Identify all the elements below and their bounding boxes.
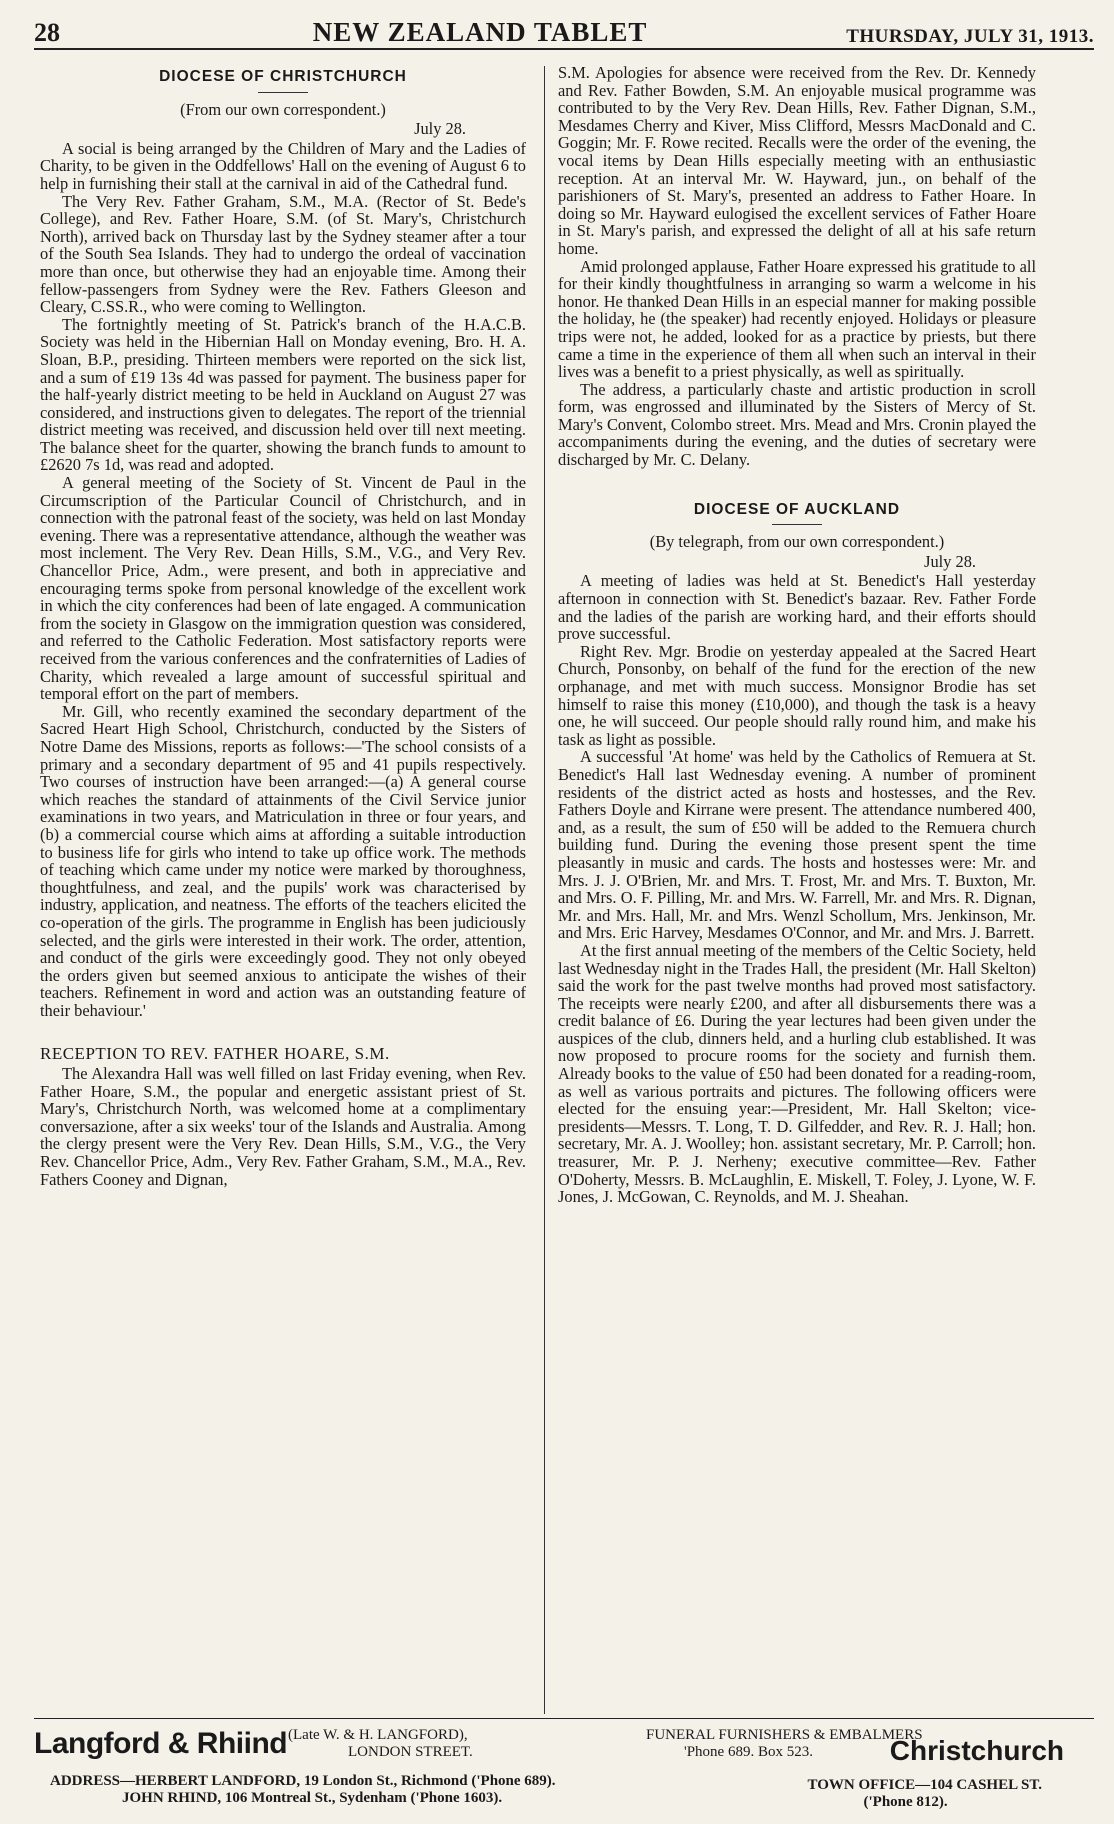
- article-paragraph: S.M. Apologies for absence were received from the Rev. Dr. Kennedy and Rev. Father Bowden, S.M. An enjoyable musical programme was contributed to by the Very Rev. Dean Hills, Rev. Father Dignan, S.M., Mesdames Cherry and Kiver, Miss Clifford, Messrs MacDonald and C. Goggin; Mr. F. Rowe recited. Recalls were the order of the evening, the vocal items by Dean Hills especially meeting with an enthusiastic reception. At an interval Mr. W. Hayward, jun., on behalf of the parishioners of St. Mary's, presented an address to Father Hoare. In doing so Mr. Hayward eulogised the excellent services of Father Hoare in St. Mary's parish, and expressed the delight of all at his safe return home.: [558, 63, 1036, 258]
- address-line-2: JOHN RHIND, 106 Montreal St., Sydenham ('Phone 1603).: [122, 1790, 503, 1806]
- article-paragraph: Amid prolonged applause, Father Hoare expressed his gratitude to all for their kindly thoughtfulness in arranging so warm a welcome in his honor. He thanked Dean Hills in an especial manner for making possible the holiday, he (the speaker) had recently enjoyed. Holidays or pleasure trips were not, he added, looked for as a practice by priests, but there came a time in the experience of them all when such an interval in their lives was a benefit to a priest physically, as well as spiritually.: [558, 256, 1036, 382]
- late-line-1: (Late W. & H. LANGFORD),: [288, 1727, 468, 1743]
- column-divider: [544, 66, 545, 1714]
- right-column: [558, 64, 1036, 1206]
- article-paragraph: The Alexandra Hall was well filled on last Friday evening, when Rev. Father Hoare, S.M., the popular and energetic assistant priest of St. Mary's, Christchurch North, was welcomed home at a complimentary conversazione, after a six weeks' tour of the Islands and Australia. Among the clergy present were the Very Rev. Dean Hills, S.M., V.G., the Very Rev. Chancellor Price, Adm., Very Rev. Father Graham, S.M., M.A., Rev. Fathers Cooney and Dignan,: [40, 1064, 526, 1189]
- article-paragraph: A social is being arranged by the Children of Mary and the Ladies of Charity, to be given in the Oddfellows' Hall on the evening of August 6 to help in furnishing their stall at the carnival in aid of the Cathedral fund.: [40, 138, 526, 193]
- article-paragraph: A general meeting of the Society of St. Vincent de Paul in the Circumscription of the Particular Council of Christchurch, and in connection with the patronal feast of the society, was held on last Monday evening. There was a representative attendance, although the weather was most inclement. The Very Rev. Dean Hills, S.M., V.G., and Very Rev. Chancellor Price, Adm., were present, and both in appreciative and encouraging terms spoke from personal knowledge of the excellent work in which the city conferences had been of late engaged. A communication from the society in Glasgow on the immigration question was considered, and referred to the Catholic Federation. Most satisfactory reports were received from the various conferences and the confraternities of Ladies of Charity, which revealed a large amount of successful spiritual and temporal effort on the part of members.: [40, 473, 526, 704]
- late-line-2: LONDON STREET.: [348, 1744, 473, 1760]
- town-office-line-2: ('Phone 812).: [863, 1794, 948, 1810]
- section-heading-christchurch: DIOCESE OF CHRISTCHURCH: [159, 68, 407, 85]
- heading-rule: [772, 524, 822, 525]
- dateline: July 28.: [414, 119, 466, 139]
- late-note: [288, 1727, 473, 1761]
- article-paragraph: A successful 'At home' was held by the Catholics of Remuera at St. Benedict's Hall last Wednesday evening. A number of prominent residents of the district acted as hosts and hostesses, and the Rev. Fathers Doyle and Kirrane were present. The attendance numbered 400, and, as a result, the sum of £50 will be added to the Remuera church building fund. During the evening those present spent the time pleasantly in music and cards. The hosts and hostesses were: Mr. and Mrs. J. J. O'Brien, Mr. and Mrs. T. Frost, Mr. and Mrs. T. Buxton, Mr. and Mrs. O. F. Pilling, Mr. and Mrs. W. Farrell, Mr. and Mrs. R. Dignan, Mr. and Mrs. Hall, Mr. and Mrs. Wenzl Schollum, Mrs. Jenkinson, Mr. and Mrs. Eric Harvey, Mesdames O'Connor, and Mr. and Mrs. J. Barrett.: [558, 747, 1036, 943]
- article-paragraph: The Very Rev. Father Graham, S.M., M.A. (Rector of St. Bede's College), and Rev. Father Hoare, S.M. (of St. Mary's, Christchurch North), arrived back on Thursday last by the Sydney steamer after a tour of the South Sea Islands. They had to undergo the ordeal of vaccination more than once, but otherwise they had an enjoyable time. Among their fellow-passengers from Sydney were the Rev. Fathers Gleeson and Cleary, C.SS.R., who were coming to Wellington.: [40, 191, 526, 317]
- dateline: July 28.: [924, 551, 976, 571]
- issue-date: THURSDAY, JULY 31, 1913.: [846, 26, 1094, 47]
- section-heading-auckland: DIOCESE OF AUCKLAND: [693, 500, 901, 518]
- masthead: NEW ZEALAND TABLET: [312, 17, 648, 47]
- article-paragraph: The address, a particularly chaste and artistic production in scroll form, was engrossed and illuminated by the Sisters of Mercy of St. Mary's Convent, Colombo street. Mrs. Mead and Mrs. Cronin played the accompaniments during the evening, and the duties of secretary were discharged by Mr. C. Delany.: [558, 379, 1036, 470]
- article-paragraph: At the first annual meeting of the members of the Celtic Society, held last Wednesday night in the Trades Hall, the president (Mr. Hall Skelton) said the work for the past twelve months had proved most satisfactory. The receipts were nearly £200, and after all disbursements there was a credit balance of £6. During the year lectures had been given under the auspices of the club, dinners held, and a hurling club established. It was now proposed to procure rooms for the society and furnish them. Already books to the value of £50 had been donated for a reading-room, as well as various portraits and pictures. The following officers were elected for the ensuing year:—President, Mr. Hall Skelton; vice-presidents—Messrs. T. Long, T. D. Gilfedder, and Rev. R. J. Hall; hon. secretary, Mr. A. J. Woolley; hon. assistant secretary, Mr. P. Carroll; hon. treasurer, Mr. P. J. Nerheny; executive committee—Rev. Father O'Doherty, Messrs. B. McLaughlin, E. Miskell, T. Foley, J. Lyone, W. F. Jones, J. McGowan, C. Reynolds, and M. J. Sheahan.: [558, 940, 1036, 1207]
- address-line-1: ADDRESS—HERBERT LANDFORD, 19 London St., Richmond ('Phone 689).: [50, 1773, 556, 1789]
- page-number: 28: [34, 18, 60, 47]
- town-office: [808, 1777, 1043, 1811]
- article-paragraph: Right Rev. Mgr. Brodie on yesterday appealed at the Sacred Heart Church, Ponsonby, on behalf of the fund for the erection of the new orphanage, and met with much success. Monsignor Brodie has set himself to raise this money (£10,000), and though the task is a heavy one, he will succeed. Our people should rally round him, and make his task as light as possible.: [558, 641, 1036, 749]
- advertisement-footer: [34, 1718, 1094, 1815]
- business-description: [646, 1727, 923, 1761]
- page-header: [34, 14, 1094, 50]
- article-paragraph: A meeting of ladies was held at St. Benedict's Hall yesterday afternoon in connection with St. Benedict's bazaar. Rev. Father Forde and the ladies of the parish are working hard, and their efforts should prove successful.: [558, 571, 1036, 644]
- town-office-line-1: TOWN OFFICE—104 CASHEL ST.: [807, 1777, 1042, 1793]
- correspondent-note: (From our own correspondent.): [180, 99, 386, 119]
- city-name: Christchurch: [889, 1735, 1064, 1766]
- heading-rule: [258, 92, 308, 93]
- correspondent-note: (By telegraph, from our own correspondent.): [649, 532, 945, 552]
- article-paragraph: Mr. Gill, who recently examined the secondary department of the Sacred Heart High School, Christchurch, conducted by the Sisters of Notre Dame des Missions, reports as follows:—'The school consists of a primary and a secondary department of 95 and 41 pupils respectively. Two courses of instruction have been arranged:—(a) A general course which reaches the standard of attainments of the Civil Service junior examinations in two years, and Matriculation in three or four years, and (b) a commercial course which aims at affording a suitable introduction to business life for girls who intend to take up office work. The methods of teaching which came under my notice were marked by thoroughness, thoughtfulness, and zeal, and the pupils' work was characterised by industry, application, and neatness. The efforts of the teachers elicited the co-operation of the girls. The programme in English has been judiciously selected, and the girls were interested in their work. The order, attention, and conduct of the girls were exceedingly good. They not only obeyed the orders given but seemed anxious to anticipate the wishes of their teachers. Refinement in word and action was an outstanding feature of their behaviour.': [40, 701, 526, 1020]
- left-column: [40, 64, 526, 1188]
- funeral-line-1: FUNERAL FURNISHERS & EMBALMERS: [646, 1727, 923, 1743]
- funeral-line-2: 'Phone 689. Box 523.: [684, 1744, 813, 1760]
- article-paragraph: The fortnightly meeting of St. Patrick's branch of the H.A.C.B. Society was held in the Hibernian Hall on Monday evening, Bro. H. A. Sloan, B.P., presiding. Thirteen members were reported on the sick list, and a sum of £19 13s 4d was passed for payment. The business paper for the half-yearly district meeting to be held in Auckland on August 27 was considered, and instructions given to delegates. The report of the triennial district meeting was received, and discussion held over till next meeting. The balance sheet for the quarter, showing the branch funds to amount to £2620 7s 1d, was read and adopted.: [40, 314, 526, 475]
- address-block: [50, 1773, 556, 1807]
- subheading-reception: RECEPTION TO REV. FATHER HOARE, S.M.: [40, 1044, 390, 1064]
- brand-name: Langford & Rhiind: [34, 1727, 288, 1760]
